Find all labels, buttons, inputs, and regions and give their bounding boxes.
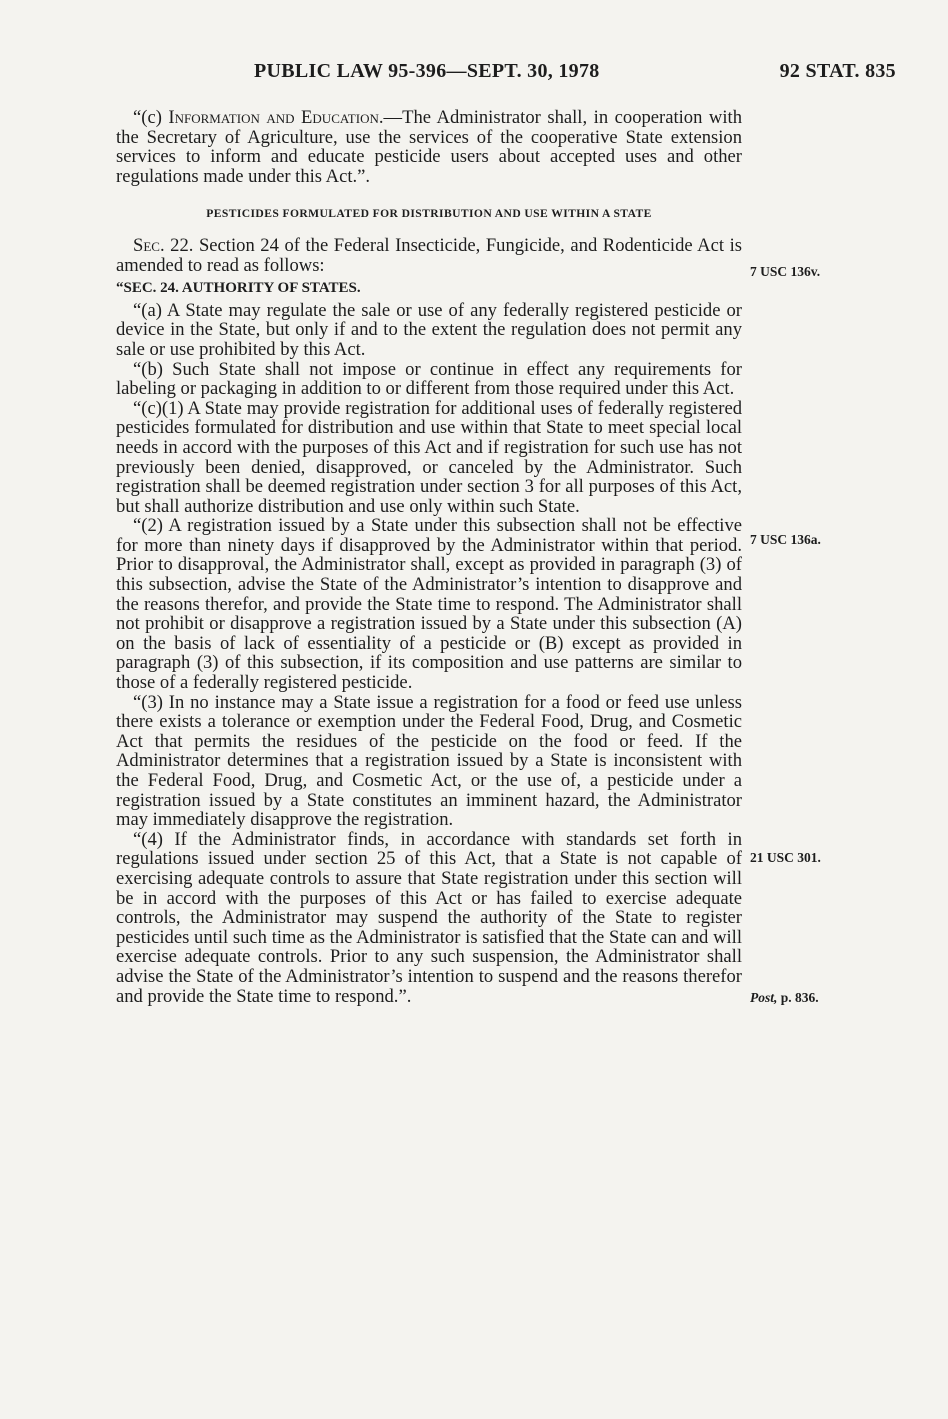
section-22-paragraph	[116, 236, 742, 275]
para-c-text: —The Administrator shall, in cooperation with the Secretary of Agriculture, use the services of the cooperative State extension services to inform and educate pesticide users about accepted uses and other regulations made under this Act.”.	[116, 107, 742, 187]
margin-note-post-page: p. 836.	[777, 990, 819, 1005]
paragraph-c-information-education	[116, 108, 742, 186]
section-22-text: Section 24 of the Federal Insecticide, Fungicide, and Rodenticide Act is amended to read as follows:	[116, 234, 742, 276]
paragraph-a: “(a) A State may regulate the sale or use of any federally registered pesticide or device in the State, but only if and to the extent the regulation does not permit any sale or use prohibited by this Act.	[116, 299, 742, 360]
paragraph-c1: “(c)(1) A State may provide registration for additional uses of federally registered pesticides formulated for distribution and use within that State to meet special local needs in accord with the purposes of this Act and if registration for such use has not previously been denied, disapproved, or canceled by the Administrator. Such registration shall be deemed registration under section 3 for all purposes of this Act, but shall authorize distribution and use only within such State.	[116, 397, 742, 517]
margin-note-post-italic: Post,	[750, 990, 778, 1005]
section-22-label: Sec. 22.	[133, 234, 194, 256]
margin-note-7-usc-136a: 7 USC 136a.	[750, 532, 821, 547]
running-header-stat-page: 92 STAT. 835	[779, 60, 896, 82]
margin-note-post-p-836	[750, 990, 819, 1006]
section-24-heading: “SEC. 24. AUTHORITY OF STATES.	[116, 280, 361, 297]
paragraph-c3: “(3) In no instance may a State issue a registration for a food or feed use unless there exists a tolerance or exemption under the Federal Food, Drug, and Cosmetic Act that permits the residues of the pesticide on the food or feed. If the Administrator determines that a registration issued by a State is inconsistent with the Federal Food, Drug, and Cosmetic Act, or the use of, a pesticide under a registration issued by a State constitutes an imminent hazard, the Administrator may immediately disapprove the registration.	[116, 691, 742, 831]
main-text-column	[116, 108, 742, 1006]
margin-note-21-usc-301: 21 USC 301.	[750, 850, 821, 865]
para-c-caption: Information and Education.	[168, 107, 384, 128]
paragraph-c2: “(2) A registration issued by a State under this subsection shall not be effective for more than ninety days if disapproved by the Administrator within that period. Prior to disapproval, the Administrator shall, except as provided in paragraph (3) of this subsection, advise the State of the Administrator’s intention to disapprove and the reasons therefor, and provide the State time to respond. The Administrator shall not prohibit or disapprove a registration issued by a State under this subsection (A) on the basis of lack of essentiality of a pesticide or (B) except as provided in paragraph (3) of this subsection, if its composition and use patterns are similar to those of a federally registered pesticide.	[116, 515, 742, 694]
paragraph-b: “(b) Such State shall not impose or continue in effect any requirements for labeling or packaging in addition to or different from those required under this Act.	[116, 358, 742, 400]
para-c-lead: “(c)	[133, 107, 169, 128]
section-subheading: PESTICIDES FORMULATED FOR DISTRIBUTION AND USE WITHIN A STATE	[206, 207, 652, 221]
margin-note-7-usc-136v: 7 USC 136v.	[750, 264, 821, 279]
running-header-title: PUBLIC LAW 95-396—SEPT. 30, 1978	[254, 60, 600, 82]
paragraph-c4: “(4) If the Administrator finds, in accordance with standards set forth in regulations issued under section 25 of this Act, that a State is not capable of exercising adequate controls to assure that State registration under this section will be in accord with the purposes of this Act or has failed to exercise adequate controls, the Administrator may suspend the authority of the State to register pesticides until such time as the Administrator is satisfied that the State can and will exercise adequate controls. Prior to any such suspension, the Administrator shall advise the State of the Administrator’s intention to suspend and the reasons therefor and provide the State time to respond.”.	[116, 828, 742, 1007]
